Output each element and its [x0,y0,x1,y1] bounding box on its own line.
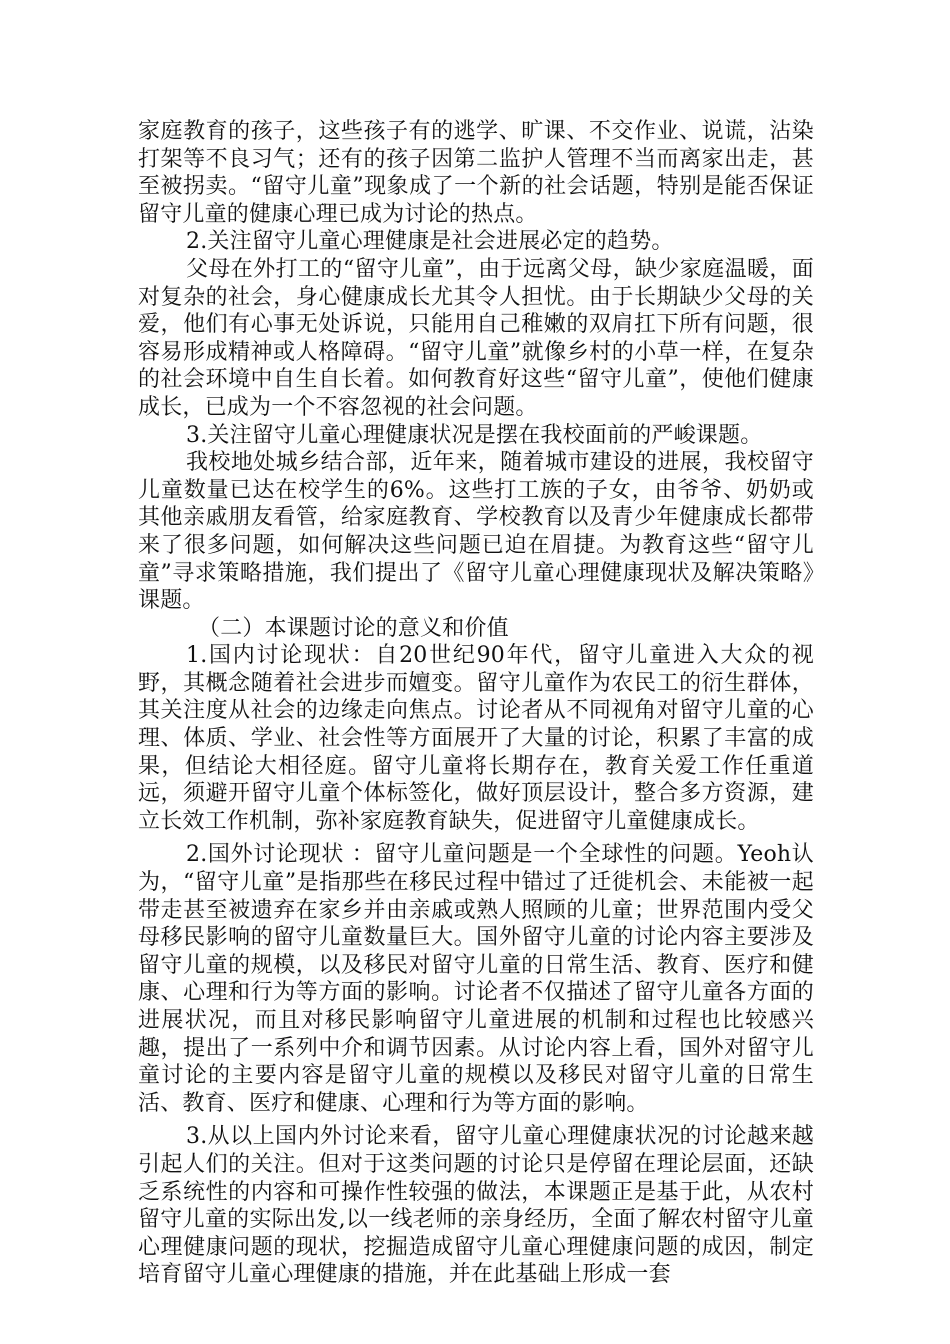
paragraph-parents-working: 父母在外打工的“留守儿童”，由于远离父母，缺少家庭温暖，面对复杂的社会，身心健康成长尤其令人担忧。由于长期缺少父母的关爱，他们有心事无处诉说，只能用自己稚嫩的双肩扛下所有问题，很容易形成精神或人格障碍。“留守儿童”就像乡村的小草一样，在复杂的社会环境中自生自长着。如何教育好这些“留守儿童”，使他们健康成长，已成为一个不容忽视的社会问题。 [138,256,814,420]
paragraph-summary: 3.从以上国内外讨论来看，留守儿童心理健康状况的讨论越来越引起人们的关注。但对于这类问题的讨论只是停留在理论层面，还缺乏系统性的内容和可操作性较强的做法，本课题正是基于此，从农村留守儿童的实际出发,以一线老师的亲身经历，全面了解农村留守儿童心理健康问题的现状，挖掘造成留守儿童心理健康问题的成因，制定培育留守儿童心理健康的措施，并在此基础上形成一套 [138,1124,814,1288]
section-heading-significance: （二）本课题讨论的意义和价值 [198,615,509,641]
paragraph-family-education: 家庭教育的孩子，这些孩子有的逃学、旷课、不交作业、说谎，沾染打架等不良习气；还有的孩子因第二监护人管理不当而离家出走，甚至被拐卖。“留守儿童”现象成了一个新的社会话题，特别是能否保证留守儿童的健康心理已成为讨论的热点。 [138,119,814,227]
heading-point-3: 3.关注留守儿童心理健康状况是摆在我校面前的严峻课题。 [186,422,763,448]
heading-point-2: 2.关注留守儿童心理健康是社会进展必定的趋势。 [186,229,674,255]
paragraph-foreign-research: 2.国外讨论现状 ：留守儿童问题是一个全球性的问题。Yeoh认为，“留守儿童”是指那些在移民过程中错过了迁徙机会、未能被一起带走甚至被遗弃在家乡并由亲戚或熟人照顾的儿童；世界范围内受父母移民影响的留守儿童数量巨大。国外留守儿童的讨论内容主要涉及留守儿童的规模，以及移民对留守儿童的日常生活、教育、医疗和健康、心理和行为等方面的影响。讨论者不仅描述了留守儿童各方面的进展状况，而且对移民影响留守儿童进展的机制和过程也比较感兴趣，提出了一系列中介和调节因素。从讨论内容上看，国外对留守儿童讨论的主要内容是留守儿童的规模以及移民对留守儿童的日常生活、教育、医疗和健康、心理和行为等方面的影响。 [138,842,814,1116]
paragraph-domestic-research: 1.国内讨论现状：自20世纪90年代，留守儿童进入大众的视野，其概念随着社会进步而嬗变。留守儿童作为农民工的衍生群体，其关注度从社会的边缘走向焦点。讨论者从不同视角对留守儿童的心理、体质、学业、社会性等方面展开了大量的讨论，积累了丰富的成果，但结论大相径庭。留守儿童将长期存在，教育关爱工作任重道远，须避开留守儿童个体标签化，做好顶层设计，整合多方资源，建立长效工作机制，弥补家庭教育缺失，促进留守儿童健康成长。 [138,643,814,834]
paragraph-our-school: 我校地处城乡结合部，近年来，随着城市建设的进展，我校留守儿童数量已达在校学生的6%。这些打工族的子女，由爷爷、奶奶或其他亲戚朋友看管，给家庭教育、学校教育以及青少年健康成长都带来了很多问题，如何解决这些问题已迫在眉捷。为教育这些“留守儿童”寻求策略措施，我们提出了《留守儿童心理健康现状及解决策略》课题。 [138,450,814,614]
document-body [138,118,814,1289]
